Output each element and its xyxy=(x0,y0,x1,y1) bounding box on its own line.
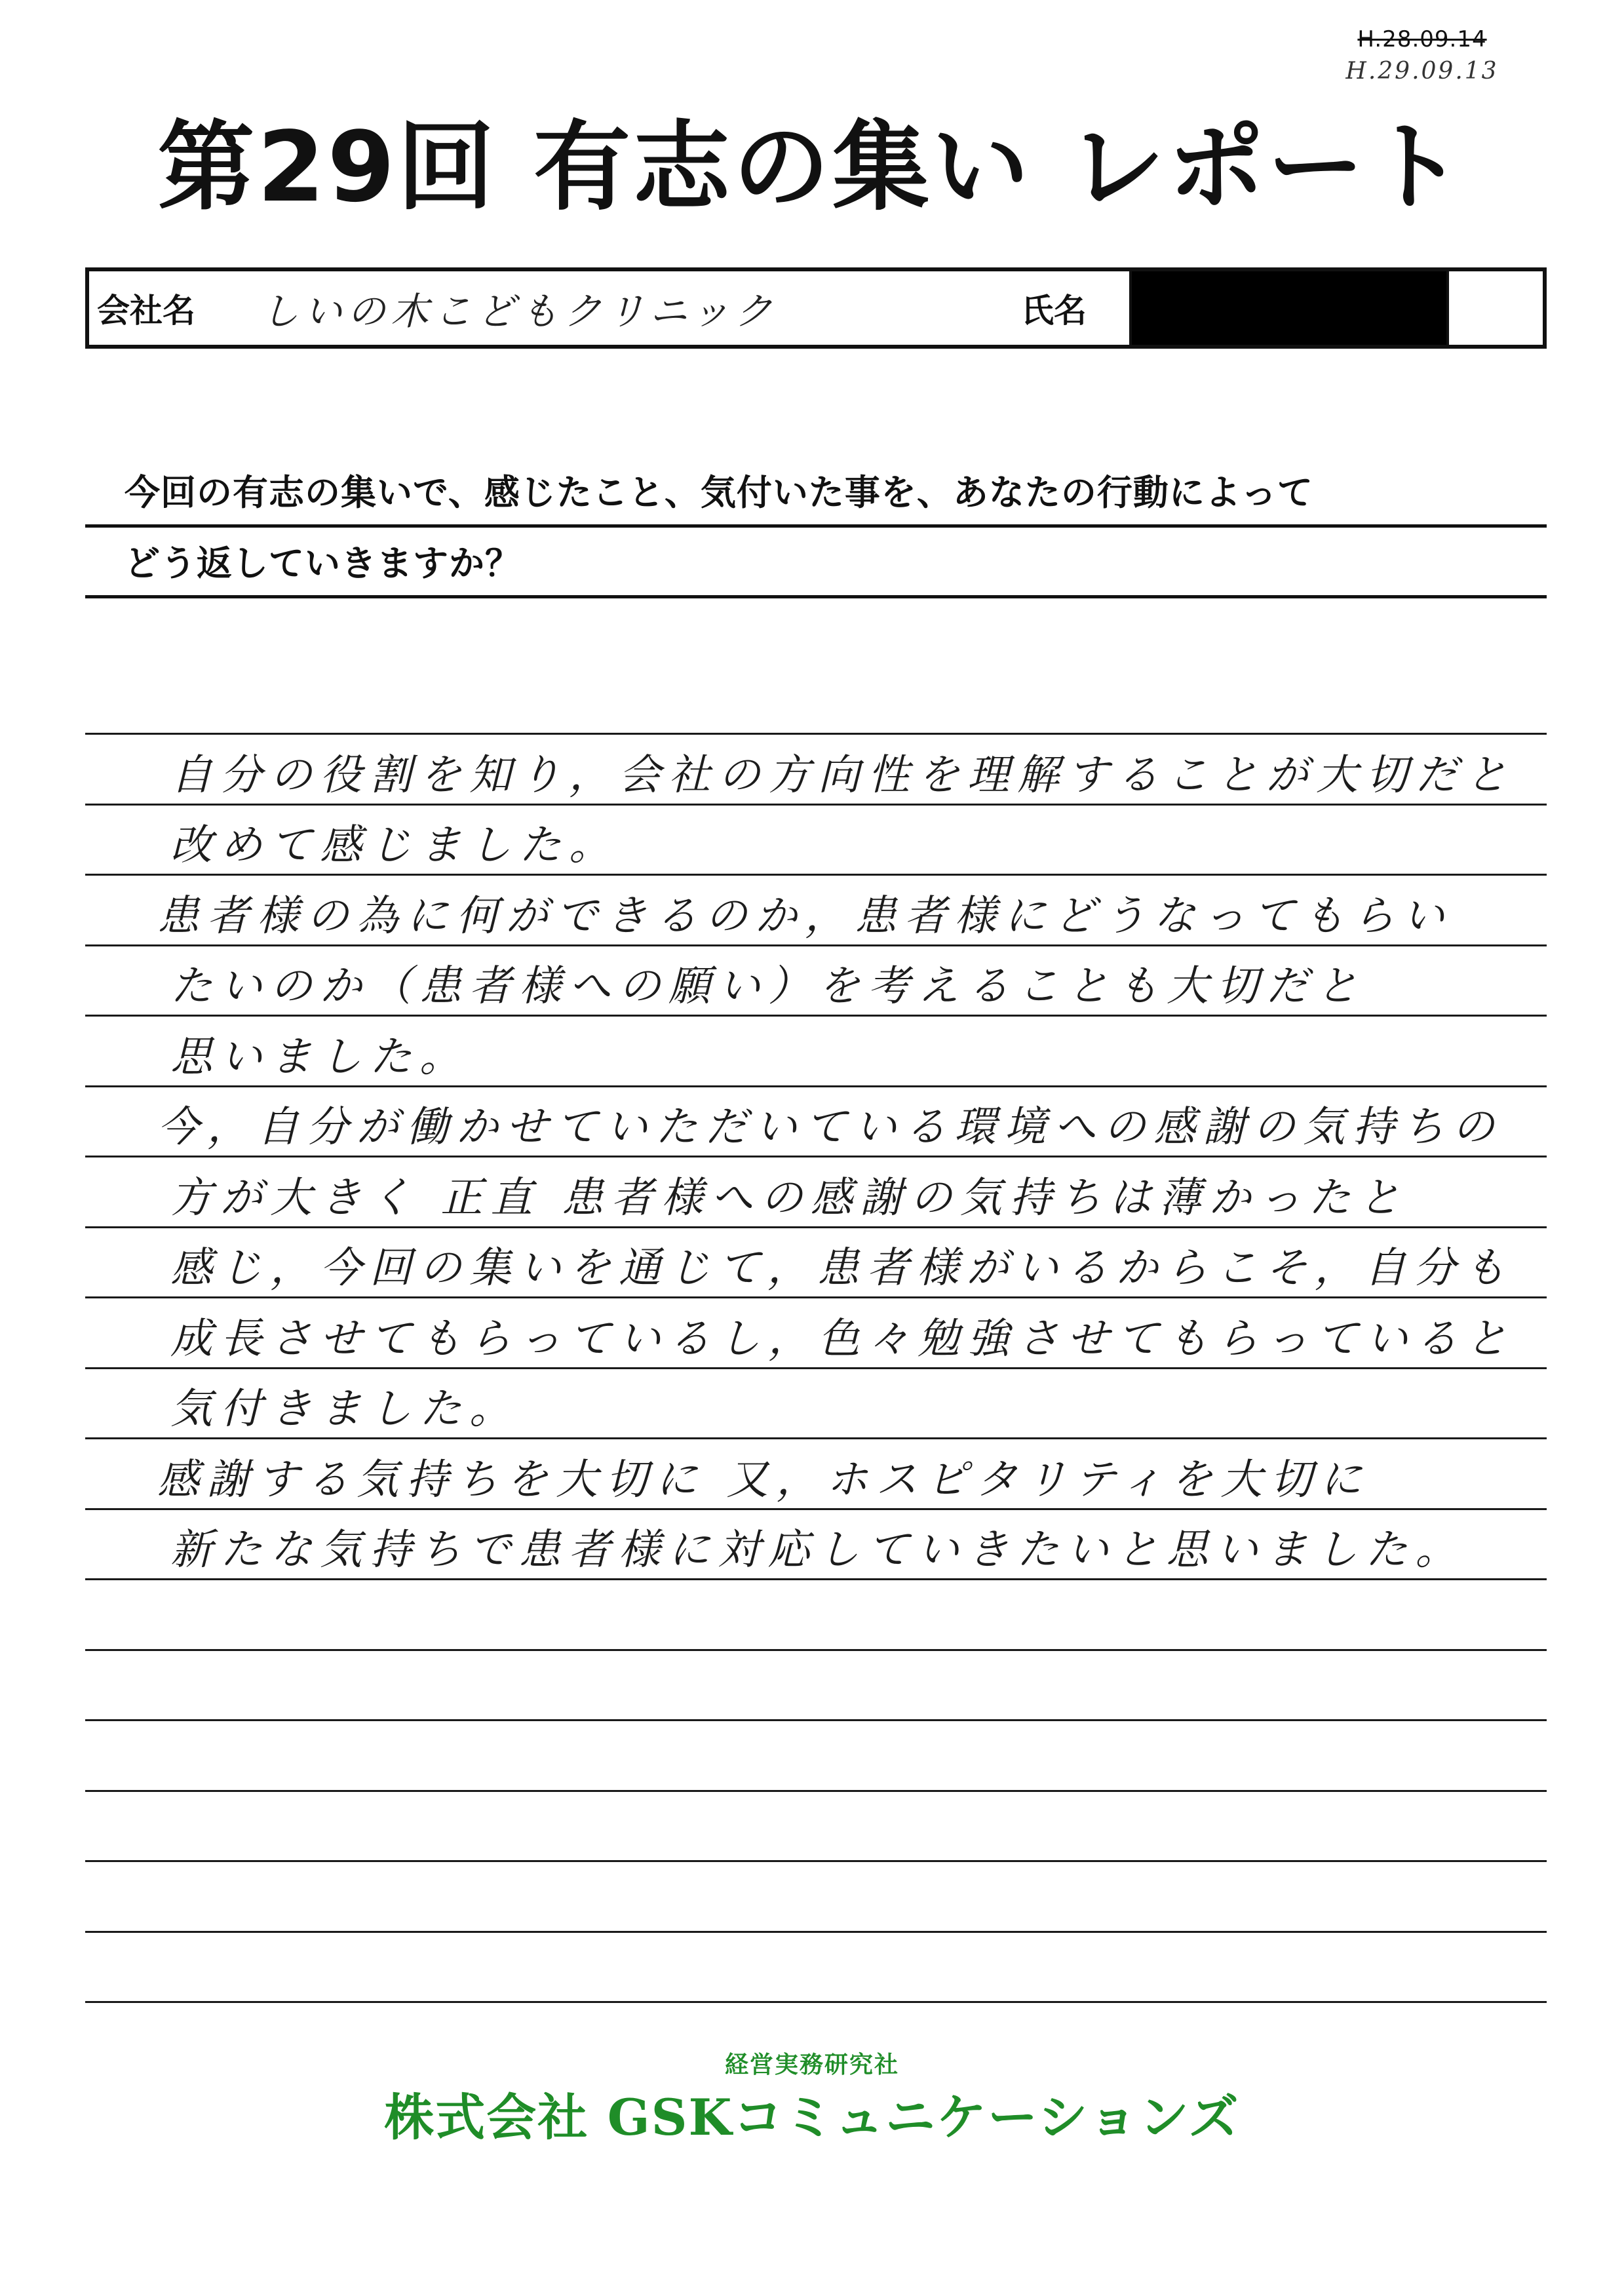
ruled-line xyxy=(85,1367,1547,1369)
question-underline-1 xyxy=(85,524,1547,528)
ruled-line xyxy=(85,1296,1547,1298)
answer-line: 改めて感じました。 xyxy=(170,821,619,870)
ruled-line xyxy=(85,733,1547,735)
brand-logo-text: 株式会社 GSKコミュニケーションズ xyxy=(384,2088,1240,2147)
ruled-line xyxy=(85,1790,1547,1792)
ruled-line xyxy=(85,2001,1547,2003)
answer-line: 自分の役割を知り，会社の方向性を理解することが大切だと xyxy=(170,751,1515,800)
answer-line: 思いました。 xyxy=(170,1033,469,1081)
ruled-line xyxy=(85,874,1547,876)
answer-line: 気付きました。 xyxy=(170,1385,519,1433)
question-underline-2 xyxy=(85,595,1547,598)
date-handwritten: H.29.09.13 xyxy=(1345,58,1499,85)
ruled-line xyxy=(85,1226,1547,1228)
ruled-line xyxy=(85,804,1547,806)
info-box xyxy=(85,267,1547,349)
ruled-line xyxy=(85,1437,1547,1439)
ruled-line xyxy=(85,1156,1547,1157)
date-struck: H.28.09.14 xyxy=(1357,26,1487,52)
name-label: 氏名 xyxy=(1008,271,1132,345)
answer-line: 患者様の為に何ができるのか，患者様にどうなってもらい xyxy=(157,892,1452,941)
answer-line: 方が大きく 正直 患者様への感謝の気持ちは薄かったと xyxy=(170,1174,1408,1222)
ruled-line xyxy=(85,1508,1547,1510)
company-label: 会社名 xyxy=(97,292,195,330)
answer-line: 感謝する気持ちを大切に 又，ホスピタリティを大切に xyxy=(157,1456,1370,1504)
brand-subtitle: 経営実務研究社 xyxy=(724,2051,899,2078)
ruled-line xyxy=(85,1578,1547,1580)
name-redaction xyxy=(1132,271,1446,345)
question-line-2: どう返していきますか？ xyxy=(125,543,521,584)
date-block xyxy=(1317,26,1527,85)
page-title: 第29回 有志の集い レポート xyxy=(157,111,1467,224)
ruled-line xyxy=(85,1649,1547,1651)
answer-line: 今，自分が働かせていただいている環境への感謝の気持ちの xyxy=(157,1103,1502,1152)
ruled-line xyxy=(85,1860,1547,1862)
answer-line: 感じ，今回の集いを通じて，患者様がいるからこそ，自分も xyxy=(170,1244,1514,1293)
name-blank-cell xyxy=(1446,271,1543,345)
company-value: しいの木こどもクリニック xyxy=(261,289,778,334)
ruled-line xyxy=(85,1719,1547,1721)
answer-line: 新たな気持ちで患者様に対応していきたいと思いました。 xyxy=(170,1526,1465,1574)
question-line-1: 今回の有志の集いで、感じたこと、気付いた事を、あなたの行動によって xyxy=(125,472,1313,513)
ruled-line xyxy=(85,944,1547,946)
ruled-line xyxy=(85,1085,1547,1087)
ruled-line xyxy=(85,1015,1547,1017)
ruled-line xyxy=(85,1931,1547,1933)
answer-line: たいのか（患者様への願い）を考えることも大切だと xyxy=(170,962,1366,1011)
answer-line: 成長させてもらっているし，色々勉強させてもらっていると xyxy=(170,1315,1515,1363)
